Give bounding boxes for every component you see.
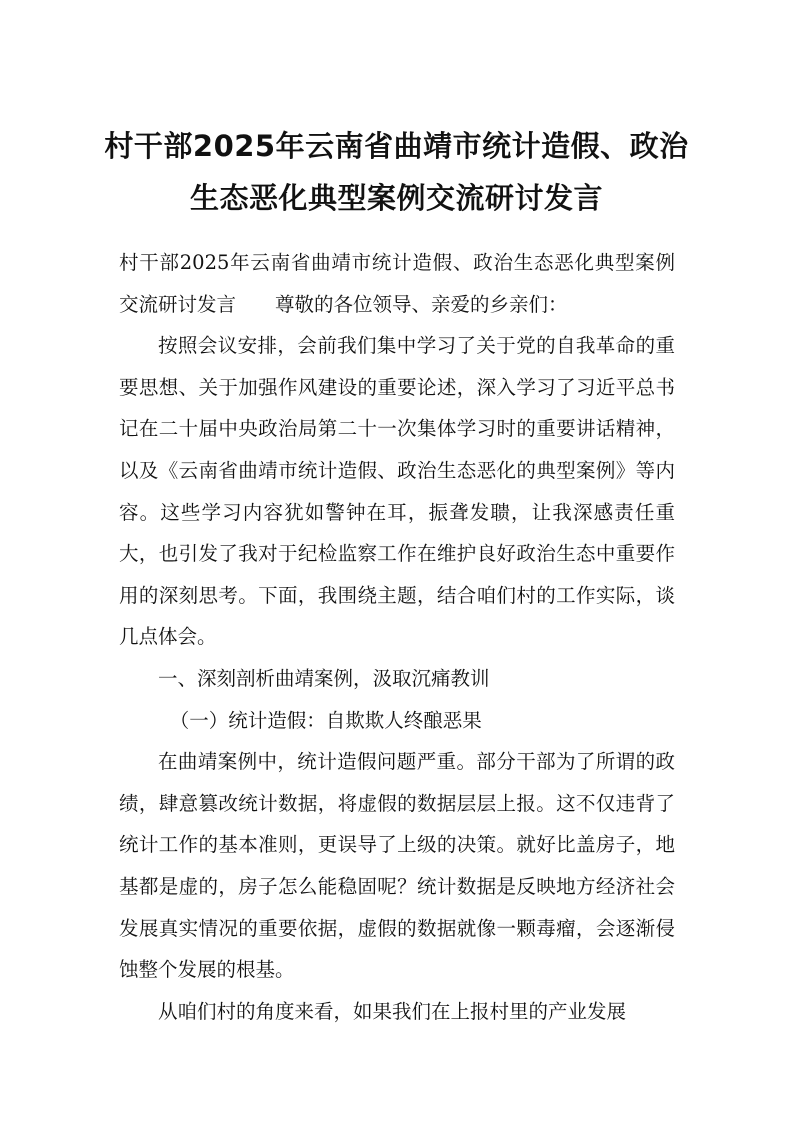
document-body bbox=[119, 242, 675, 1032]
opening-paragraph: 村干部2025年云南省曲靖市统计造假、政治生态恶化典型案例交流研讨发言 尊敬的各位领导、亲爱的乡亲们： bbox=[119, 251, 675, 316]
subsection-heading: （一）统计造假：自欺欺人终酿恶果 bbox=[169, 708, 482, 732]
section-heading: 一、深刻剖析曲靖案例，汲取沉痛教训 bbox=[158, 666, 490, 690]
body-paragraph: 在曲靖案例中，统计造假问题严重。部分干部为了所谓的政绩，肆意篡改统计数据，将虚假的数据层层上报。这不仅违背了统计工作的基本准则，更误导了上级的决策。就好比盖房子，地基都是虚的，房子怎么能稳固呢？统计数据是反映地方经济社会发展真实情况的重要依据，虚假的数据就像一颗毒瘤，会逐渐侵蚀整个发展的根基。 bbox=[119, 750, 675, 982]
document-title: 村干部2025年云南省曲靖市统计造假、政治生态恶化典型案例交流研讨发言 bbox=[104, 129, 689, 215]
body-paragraph: 从咱们村的角度来看，如果我们在上报村里的产业发展 bbox=[158, 999, 627, 1023]
intro-paragraph: 按照会议安排，会前我们集中学习了关于党的自我革命的重要思想、关于加强作风建设的重要论述，深入学习了习近平总书记在二十届中央政治局第二十一次集体学习时的重要讲话精神，以及《云南省曲靖市统计造假、政治生态恶化的典型案例》等内容。这些学习内容犹如警钟在耳，振聋发聩，让我深感责任重大，也引发了我对于纪检监察工作在维护良好政治生态中重要作用的深刻思考。下面，我围绕主题，结合咱们村的工作实际，谈几点体会。 bbox=[119, 334, 675, 649]
